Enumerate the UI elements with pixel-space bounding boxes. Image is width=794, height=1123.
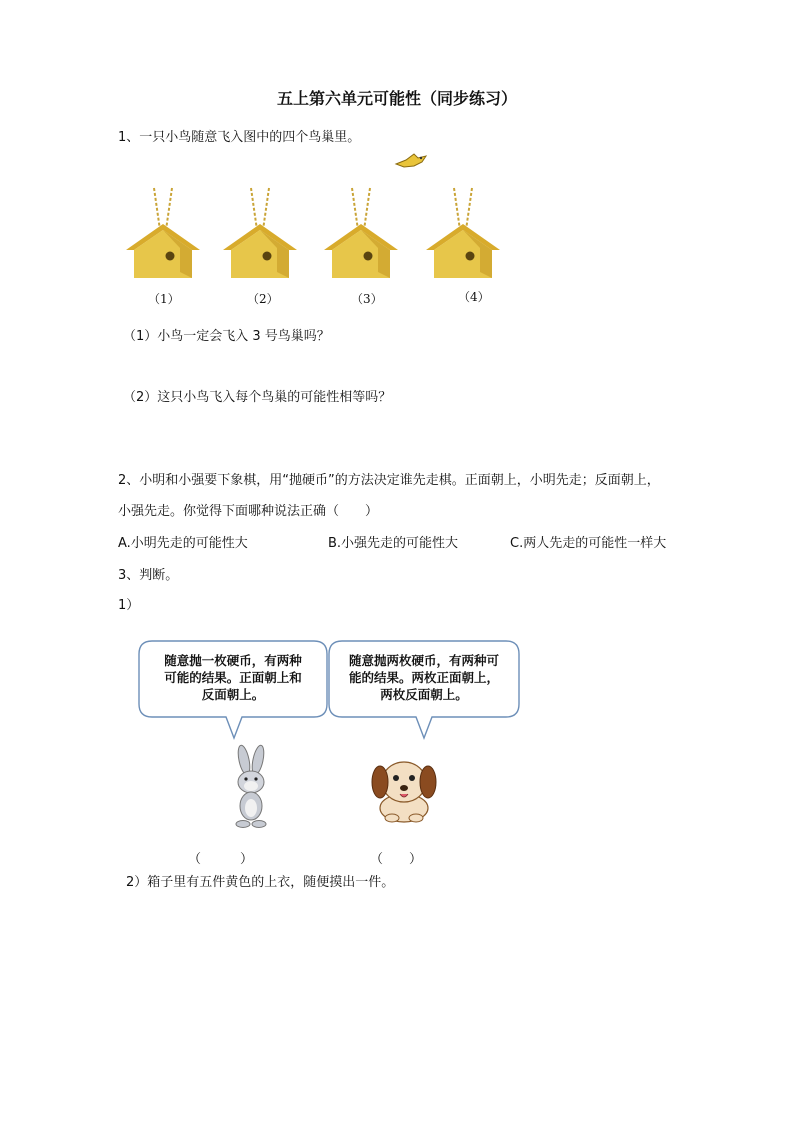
bubble-left-line-3: 反面朝上。 xyxy=(201,687,265,702)
bubble-left-line-1: 随意抛一枚硬币，有两种 xyxy=(164,653,302,668)
nest-label-3: （3） xyxy=(351,292,383,306)
q2-option-a: A.小明先走的可能性大 xyxy=(118,536,248,551)
speech-bubble-left-text xyxy=(138,652,328,703)
bubble-right-line-1: 随意抛两枚硬币，有两种可 xyxy=(348,653,499,668)
q2-line1: 2、小明和小强要下象棋，用“抛硬币”的方法决定谁先走棋。正面朝上，小明先走；反面朝上， xyxy=(118,473,660,488)
bubble-right-line-3: 两枚反面朝上。 xyxy=(380,687,468,702)
q2-option-c: C.两人先走的可能性一样大 xyxy=(510,536,667,551)
nest-label-2: （2） xyxy=(247,292,279,306)
answer-blank-right[interactable]: （ ） xyxy=(370,852,423,867)
nest-label-4: （4） xyxy=(458,290,490,304)
bubble-right-line-2: 能的结果。两枚正面朝上， xyxy=(348,670,499,685)
bunny-image xyxy=(222,744,282,830)
speech-bubble-left xyxy=(138,640,328,740)
puppy-image xyxy=(366,752,442,824)
q2-line2: 小强先走。你觉得下面哪种说法正确（ ） xyxy=(118,504,379,519)
birdhouse-4 xyxy=(422,186,504,286)
q3-item2: 2）箱子里有五件黄色的上衣，随便摸出一件。 xyxy=(126,875,395,890)
birdhouse-1 xyxy=(122,186,204,286)
q1-sub1: （1）小鸟一定会飞入 3 号鸟巢吗？ xyxy=(123,329,330,344)
q1-intro: 1、一只小鸟随意飞入图中的四个鸟巢里。 xyxy=(118,130,361,145)
nest-label-1: （1） xyxy=(148,292,180,306)
q3-intro: 3、判断。 xyxy=(118,568,179,583)
birdhouse-2 xyxy=(219,186,301,286)
page-title: 五上第六单元可能性（同步练习） xyxy=(276,89,517,108)
bubble-left-line-2: 可能的结果。正面朝上和 xyxy=(164,670,302,685)
q2-option-b: B.小强先走的可能性大 xyxy=(328,536,459,551)
speech-bubble-right xyxy=(328,640,520,740)
speech-bubble-right-text xyxy=(328,652,520,703)
answer-blank-left[interactable]: （ ） xyxy=(188,852,254,867)
q3-item1: 1） xyxy=(118,598,140,613)
q1-sub2: （2）这只小鸟飞入每个鸟巢的可能性相等吗？ xyxy=(123,390,392,405)
bird-image xyxy=(392,150,432,172)
birdhouse-3 xyxy=(320,186,402,286)
